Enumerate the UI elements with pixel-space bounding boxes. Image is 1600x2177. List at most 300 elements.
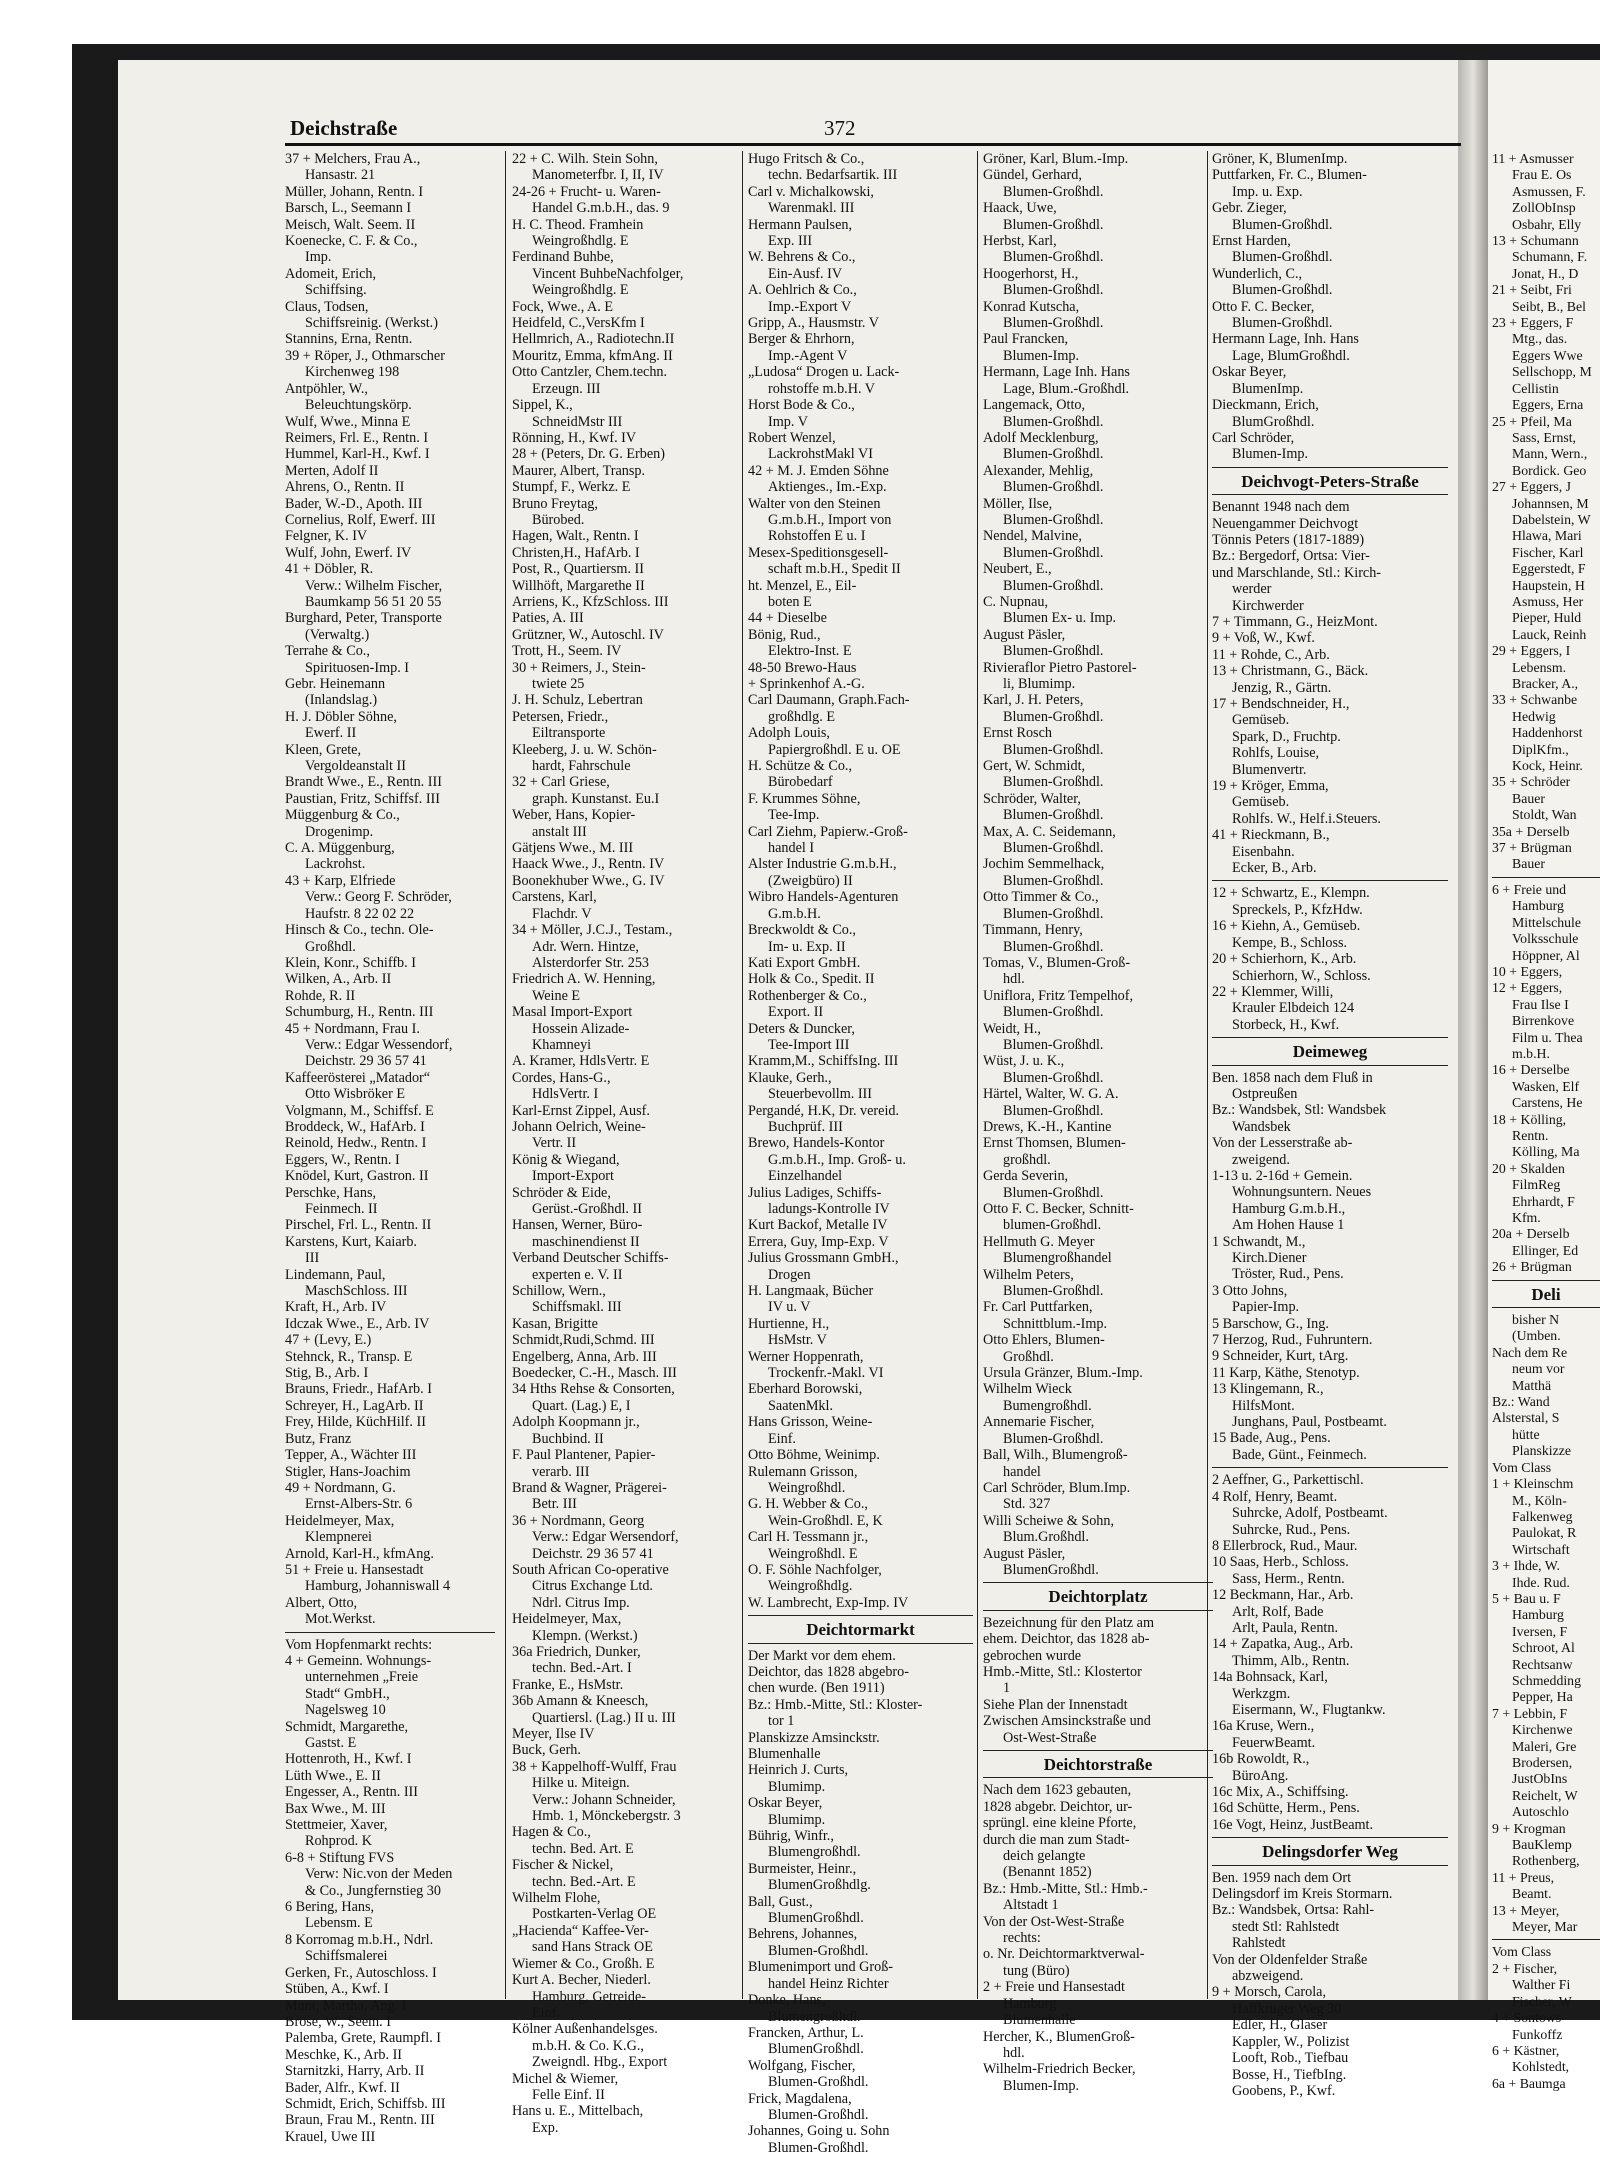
directory-entry: Bz.: Wandsbek, Ortsa: Rahl- (1212, 1902, 1375, 1919)
directory-entry: Blumen Ex- u. Imp. (1003, 610, 1117, 627)
directory-entry: Sass, Ernst, (1512, 429, 1577, 445)
directory-entry: Deters & Duncker, (748, 1020, 855, 1037)
directory-entry: Quartiersl. (Lag.) II u. III (532, 1709, 676, 1726)
column-1 (285, 151, 495, 2145)
directory-entry: BlumenGroßhdlg. (768, 1877, 871, 1894)
directory-entry: G. H. Webber & Co., (748, 1496, 868, 1513)
directory-entry: 16b Rowoldt, R., (1212, 1751, 1310, 1768)
directory-entry: Eisermann, W., Flugtankw. (1232, 1701, 1386, 1718)
directory-entry: Blumen-Großhdl. (1003, 1004, 1104, 1021)
directory-entry: Hamburg, Johanniswall 4 (305, 1578, 451, 1595)
directory-entry: 20 + Schierhorn, K., Arb. (1212, 951, 1357, 968)
directory-entry: Gerüst.-Großhdl. II (532, 1201, 642, 1217)
directory-entry: Matthä (1512, 1377, 1552, 1393)
directory-entry: 4 Rolf, Henry, Beamt. (1212, 1488, 1338, 1505)
directory-entry: Gemüseb. (1232, 794, 1290, 811)
directory-entry: August Päsler, (983, 1545, 1066, 1562)
directory-entry: Max, A. C. Seidemann, (983, 823, 1116, 840)
directory-entry: Mann, Wern., (1512, 446, 1588, 462)
directory-entry: anstalt III (532, 823, 587, 840)
directory-entry: 45 + Nordmann, Frau I. (285, 1020, 420, 1037)
directory-entry: 20 + Skalden (1492, 1160, 1565, 1176)
directory-entry: Frau E. Os (1512, 167, 1572, 183)
directory-entry: Blumen-Großhdl. (768, 2139, 869, 2156)
directory-entry: Nagelsweg 10 (305, 1702, 386, 1719)
directory-entry: G.m.b.H. (768, 905, 821, 922)
directory-entry: Weber, Hans, Kopier- (512, 807, 636, 824)
directory-entry: Kirchwerder (1232, 597, 1304, 614)
directory-entry: Seibt, B., Bel (1512, 298, 1586, 314)
directory-entry: Import-Export (532, 1168, 614, 1185)
directory-entry: Frey, Hilde, KüchHilf. II (285, 1414, 426, 1431)
directory-entry: Sippel, K., (512, 397, 573, 414)
directory-entry: Kölner Außenhandelsges. (512, 2021, 658, 2038)
directory-entry: 13 + Meyer, (1492, 1902, 1560, 1918)
directory-entry: Rivieraflor Pietro Pastorel- (983, 659, 1137, 676)
directory-entry: 22 + C. Wilh. Stein Sohn, (512, 151, 658, 167)
column-rule (505, 151, 506, 1999)
directory-entry: Spirituosen-Imp. I (305, 659, 410, 676)
directory-entry: & Co., Jungfernstieg 30 (305, 1882, 441, 1899)
directory-entry: Blumen-Großhdl. (1003, 315, 1104, 332)
directory-entry: Felle Einf. II (532, 2086, 605, 2103)
directory-entry: Braun, Frau M., Rentn. III (285, 2112, 435, 2129)
directory-entry: Sass, Herm., Rentn. (1232, 1570, 1345, 1587)
directory-entry: Kleeberg, J. u. W. Schön- (512, 741, 657, 758)
directory-entry: Brodersen, (1512, 1755, 1573, 1770)
directory-entry: Tee-Import III (768, 1036, 850, 1053)
directory-entry: Nach dem 1623 gebauten, (983, 1782, 1132, 1799)
directory-entry: Adolph Koopmann jr., (512, 1414, 640, 1431)
directory-entry: Krauler Elbdeich 124 (1232, 1000, 1355, 1017)
directory-entry: 41 + Döbler, R. (285, 561, 374, 578)
section-rule (1212, 880, 1448, 881)
directory-entry: techn. Bed.-Art. I (532, 1660, 632, 1677)
directory-entry: HdlsVertr. I (532, 1086, 599, 1103)
directory-entry: 43 + Karp, Elfriede (285, 872, 396, 889)
directory-entry: Julius Ladiges, Schiffs- (748, 1184, 882, 1201)
directory-entry: Blumen-Großhdl. (1003, 774, 1104, 791)
directory-entry: Vergoldeanstalt II (305, 758, 406, 775)
street-heading: Deli (1531, 1284, 1561, 1304)
directory-entry: Mtg., das. (1512, 331, 1568, 347)
directory-entry: Blumen-Großhdl. (1232, 315, 1333, 332)
directory-entry: O. F. Söhle Nachfolger, (748, 1561, 882, 1578)
directory-entry: Vincent BuhbeNachfolger, (532, 265, 684, 282)
directory-entry: 19 + Kröger, Emma, (1212, 778, 1329, 795)
directory-entry: Khamneyi (532, 1036, 592, 1053)
directory-entry: JustObIns (1512, 1771, 1568, 1787)
directory-entry: 28 + (Peters, Dr. G. Erben) (512, 446, 665, 463)
directory-entry: 16e Vogt, Heinz, JustBeamt. (1212, 1816, 1374, 1833)
directory-entry: techn. Bed.-Art. E (532, 1873, 636, 1890)
directory-entry: Schmidt, Erich, Schiffsb. III (285, 2095, 446, 2112)
directory-entry: „Ludosa“ Drogen u. Lack- (748, 364, 900, 381)
directory-entry: rechts: (1003, 1930, 1041, 1947)
directory-entry: W. Lambrecht, Exp-Imp. IV (748, 1594, 909, 1611)
directory-entry: Bumengroßhdl. (1003, 1397, 1092, 1414)
section-rule (1492, 1939, 1600, 1940)
section-rule (1212, 1467, 1448, 1468)
section-rule (1212, 1065, 1448, 1066)
directory-entry: Baumkamp 56 51 20 55 (305, 593, 442, 610)
directory-entry: Suhrcke, Rud., Pens. (1232, 1521, 1351, 1538)
directory-entry: schaft m.b.H., Spedit II (768, 561, 901, 578)
directory-entry: Maleri, Gre (1512, 1738, 1577, 1754)
directory-entry: maschinendienst II (532, 1233, 640, 1250)
directory-entry: Hlawa, Mari (1512, 528, 1582, 544)
directory-entry: Timmann, Henry, (983, 922, 1083, 939)
directory-entry: H. Langmaak, Bücher (748, 1283, 874, 1300)
directory-entry: Otto Böhme, Weinimp. (748, 1447, 880, 1464)
directory-entry: Haack, Uwe, (983, 200, 1057, 217)
directory-entry: Arlt, Rolf, Bade (1232, 1603, 1324, 1620)
directory-entry: BlumenGroßhdl. (768, 1910, 864, 1927)
directory-entry: Franke, E., HsMstr. (512, 1676, 624, 1693)
directory-entry: deich gelangte (1003, 1848, 1086, 1865)
directory-entry: Hermann Paulsen, (748, 216, 853, 233)
directory-entry: Blumen-Großhdl. (1003, 413, 1104, 430)
directory-entry: + Sprinkenhof A.-G. (748, 676, 865, 692)
directory-entry: Rulemann Grisson, (748, 1463, 858, 1480)
directory-entry: Hedwig (1512, 708, 1556, 724)
directory-entry: Blumen-Großhdl. (1003, 905, 1104, 922)
directory-entry: Walter von den Steinen (748, 495, 881, 512)
directory-entry: Eggerstedt, F (1512, 561, 1586, 577)
directory-entry: 21 + Seibt, Fri (1492, 282, 1572, 298)
directory-entry: 1 (1003, 1680, 1011, 1697)
directory-entry: Boedecker, C.-H., Masch. III (512, 1365, 677, 1382)
directory-entry: Alsterstal, S (1492, 1410, 1560, 1426)
directory-entry: Hamburg (1512, 1607, 1564, 1623)
directory-entry: Kölling, Ma (1512, 1144, 1580, 1160)
directory-entry: Gerken, Fr., Autoschloss. I (285, 1964, 437, 1981)
directory-entry: 18 + Kölling, (1492, 1111, 1567, 1127)
section-rule (748, 1643, 973, 1644)
directory-entry: 8 Korromag m.b.H., Ndrl. (285, 1931, 434, 1948)
column-5 (1212, 151, 1448, 2099)
directory-entry: Birrenkove (1512, 1013, 1575, 1029)
page-number: 372 (824, 116, 856, 140)
directory-entry: Paulokat, R (1512, 1525, 1577, 1541)
directory-entry: Bührig, Winfr., (748, 1828, 834, 1845)
directory-entry: Altstadt 1 (1003, 1897, 1059, 1914)
directory-entry: Antpöhler, W., (285, 380, 368, 397)
directory-entry: Arlt, Paula, Rentn. (1232, 1619, 1338, 1636)
directory-entry: Blumengroßhandel (1003, 1250, 1112, 1267)
directory-entry: Ahrens, O., Rentn. II (285, 479, 405, 496)
directory-entry: Alster Industrie G.m.b.H., (748, 856, 897, 873)
directory-entry: LackrohstMakl VI (768, 446, 873, 463)
directory-entry: 14 + Zapatka, Aug., Arb. (1212, 1636, 1354, 1653)
column-6-partial (1492, 151, 1600, 2091)
directory-entry: Blumen-Großhdl. (1003, 741, 1104, 758)
directory-entry: Stadt“ GmbH., (305, 1685, 390, 1702)
directory-entry: Gätjens Wwe., M. III (512, 840, 634, 857)
directory-entry: Postkarten-Verlag OE (532, 1906, 657, 1923)
directory-entry: Verw.: Wilhelm Fischer, (305, 577, 443, 594)
directory-entry: Ellinger, Ed (1512, 1242, 1579, 1258)
directory-entry: 15 Bade, Aug., Pens. (1212, 1430, 1331, 1447)
section-rule (1212, 1837, 1448, 1838)
directory-entry: Planskizze (1512, 1443, 1572, 1459)
directory-entry: Bordick. Geo (1512, 462, 1587, 478)
directory-entry: 1 + Kleinschm (1492, 1476, 1574, 1492)
directory-entry: A. Oehlrich & Co., (748, 282, 857, 299)
directory-entry: Hermann Lage, Inh. Hans (1212, 331, 1359, 348)
directory-entry: Pepper, Ha (1512, 1689, 1573, 1705)
directory-entry: Von der Oldenfelder Straße (1212, 1951, 1368, 1968)
directory-entry: Bürobed. (532, 511, 585, 528)
street-heading: Delingsdorfer Weg (1262, 1842, 1398, 1862)
directory-entry: Schumann, F. (1512, 249, 1588, 265)
section-rule (983, 1750, 1213, 1751)
directory-entry: Blumen-Großhdl. (1003, 1036, 1104, 1053)
directory-entry: 37 + Brügman (1492, 840, 1572, 856)
directory-entry: Trockenfr.-Makl. VI (768, 1365, 884, 1382)
directory-entry: Schiffsmakl. III (532, 1299, 622, 1316)
directory-entry: Müller, Johann, Rentn. I (285, 183, 424, 200)
directory-entry: ht. Menzel, E., Eil- (748, 577, 857, 594)
directory-entry: Weingroßhdlg. E (532, 233, 629, 250)
directory-entry: Merten, Adolf II (285, 462, 379, 479)
directory-entry: Blumen-Imp. (1232, 446, 1309, 463)
directory-entry: Klempnerei (305, 1529, 372, 1546)
directory-entry: Wilhelm-Friedrich Becker, (983, 2061, 1136, 2078)
directory-entry: Beamt. (1512, 1886, 1552, 1902)
directory-entry: 1 Schwandt, M., (1212, 1233, 1306, 1250)
directory-entry: Verw.: Edgar Wersendorf, (532, 1529, 679, 1546)
directory-entry: Munt, Martha, Ang. I (285, 1997, 407, 2014)
directory-entry: hardt, Fahrschule (532, 758, 631, 775)
directory-entry: Ursula Gränzer, Blum.-Imp. (983, 1365, 1143, 1382)
directory-entry: Koenecke, C. F. & Co., (285, 233, 418, 250)
directory-entry: Rothenberg, (1512, 1853, 1580, 1869)
directory-entry: Kraft, H., Arb. IV (285, 1299, 387, 1316)
directory-entry: Reimers, Frl. E., Rentn. I (285, 429, 429, 446)
directory-entry: Weidt, H., (983, 1020, 1041, 1037)
directory-entry: handel (1003, 1463, 1041, 1480)
directory-entry: BlumenImp. (1232, 380, 1304, 397)
directory-entry: Hellmuth G. Meyer (983, 1233, 1095, 1250)
directory-entry: 11 + Rohde, C., Arb. (1212, 646, 1330, 663)
directory-entry: stedt Stl: Rahlstedt (1232, 1918, 1340, 1935)
directory-entry: Hottenroth, H., Kwf. I (285, 1751, 412, 1768)
directory-entry: Blumen-Großhdl. (768, 2106, 869, 2123)
directory-entry: Blumen-Großhdl. (1003, 183, 1104, 200)
directory-entry: Flachdr. V (532, 905, 592, 922)
directory-entry: Ndrl. Citrus Imp. (532, 1594, 630, 1611)
directory-entry: Carl v. Michalkowski, (748, 183, 874, 200)
directory-entry: Spark, D., Fruchtp. (1232, 728, 1341, 745)
directory-entry: Dieckmann, Erich, (1212, 397, 1319, 414)
directory-entry: Rechtsanw (1512, 1656, 1573, 1672)
directory-entry: 8 Ellerbrock, Rud., Maur. (1212, 1537, 1358, 1554)
directory-entry: Schiffsing. (305, 282, 367, 299)
directory-entry: Blumen-Großhdl. (1003, 1283, 1104, 1300)
directory-entry: Haufstr. 8 22 02 22 (305, 905, 415, 922)
directory-entry: Kurt Backof, Metalle IV (748, 1217, 888, 1234)
directory-entry: Bz.: Wandsbek, Stl: Wandsbek (1212, 1102, 1387, 1119)
directory-entry: Brewo, Handels-Kontor (748, 1135, 885, 1152)
directory-entry: sprüngl. eine kleine Pforte, (983, 1815, 1137, 1832)
directory-entry: 1828 abgebr. Deichtor, ur- (983, 1798, 1133, 1815)
directory-entry: Rohlfs. W., Helf.i.Steuers. (1232, 810, 1381, 827)
directory-entry: Von der Ost-West-Straße (983, 1913, 1125, 1930)
directory-entry: 41 + Rieckmann, B., (1212, 827, 1330, 844)
directory-entry: Stettmeier, Xaver, (285, 1817, 388, 1834)
directory-entry: Petersen, Friedr., (512, 708, 609, 725)
directory-entry: F. Krummes Söhne, (748, 790, 861, 807)
directory-entry: 36b Amann & Kneesch, (512, 1693, 649, 1710)
directory-entry: 6 + Freie und (1492, 881, 1567, 897)
directory-entry: BlumenGroßhdl. (1003, 1561, 1099, 1578)
directory-entry: 6 Bering, Hans, (285, 1899, 375, 1916)
column-rule (977, 151, 978, 1999)
directory-entry: BauKlemp (1512, 1837, 1572, 1853)
directory-entry: Willi Scheiwe & Sohn, (983, 1512, 1115, 1529)
directory-entry: Verband Deutscher Schiffs- (512, 1250, 669, 1267)
directory-entry: Vom Class (1492, 1944, 1552, 1960)
directory-entry: durch die man zum Stadt- (983, 1831, 1130, 1848)
directory-entry: Imp. u. Exp. (1232, 183, 1303, 200)
directory-entry: Kati Export GmbH. (748, 954, 861, 971)
directory-entry: Blumen-Großhdl. (1003, 807, 1104, 824)
directory-entry: Kempe, B., Schloss. (1232, 934, 1348, 951)
directory-entry: Bader, W.-D., Apoth. III (285, 495, 423, 512)
directory-entry: Haddenhorst (1512, 725, 1583, 741)
directory-entry: BüroAng. (1232, 1767, 1289, 1784)
directory-entry: Wunderlich, C., (1212, 265, 1303, 282)
directory-entry: Pieper, Huld (1512, 610, 1582, 626)
directory-entry: Hurtienne, H., (748, 1315, 830, 1332)
directory-entry: Der Markt vor dem ehem. (748, 1647, 896, 1664)
directory-entry: F. Paul Plantener, Papier- (512, 1447, 656, 1464)
directory-entry: Ernst Thomsen, Blumen- (983, 1135, 1126, 1152)
directory-entry: Lage, Blum.-Großhdl. (1003, 380, 1130, 397)
column-4 (983, 151, 1213, 2094)
page-title: Deichstraße (290, 116, 398, 140)
directory-entry: Hermann, Lage Inh. Hans (983, 364, 1130, 381)
directory-entry: 7 + Timmann, G., HeizMont. (1212, 613, 1378, 630)
directory-entry: 12 + Eggers, (1492, 980, 1563, 996)
directory-entry: Gert, W. Schmidt, (983, 758, 1086, 775)
directory-entry: 7 Herzog, Rud., Fuhruntern. (1212, 1332, 1373, 1349)
directory-entry: 22 + Klemmer, Willi, (1212, 983, 1334, 1000)
directory-entry: Heidelmeyer, Max, (512, 1611, 622, 1628)
directory-entry: Eggers Wwe (1512, 347, 1583, 363)
directory-entry: Cordes, Hans-G., (512, 1069, 611, 1086)
directory-entry: Wirtschaft (1512, 1541, 1570, 1557)
directory-entry: Johann Oelrich, Weine- (512, 1118, 646, 1135)
directory-entry: Thimm, Alb., Rentn. (1232, 1652, 1350, 1669)
directory-entry: Planskizze Amsinckstr. (748, 1729, 880, 1746)
directory-entry: 4 + Gemeinn. Wohnungs- (285, 1652, 432, 1669)
directory-entry: Fr. Carl Puttfarken, (983, 1299, 1093, 1316)
directory-entry: Gündel, Gerhard, (983, 167, 1082, 184)
directory-entry: Wilhelm Flohe, (512, 1890, 601, 1907)
directory-entry: Engesser, A., Rentn. III (285, 1784, 418, 1801)
directory-entry: Post, R., Quartiersm. II (512, 561, 645, 578)
directory-entry: Ecker, B., Arb. (1232, 860, 1317, 877)
directory-entry: Burghard, Peter, Transporte (285, 610, 442, 627)
directory-entry: Engelberg, Anna, Arb. III (512, 1348, 657, 1365)
directory-entry: hütte (1512, 1426, 1540, 1442)
directory-entry: 20a + Derselb (1492, 1226, 1570, 1242)
directory-entry: gebrochen wurde (983, 1647, 1082, 1664)
directory-entry: Kasan, Brigitte (512, 1315, 598, 1332)
directory-entry: HsMstr. V (768, 1332, 827, 1349)
directory-entry: Mot.Werkst. (305, 1611, 376, 1628)
directory-entry: Deichstr. 29 36 57 41 (305, 1053, 427, 1070)
column-3 (748, 151, 973, 2156)
section-rule (983, 1777, 1213, 1778)
directory-entry: Großhdl. (305, 938, 356, 955)
directory-entry: MaschSchloss. III (305, 1283, 408, 1300)
directory-entry: Francken, Arthur, L. (748, 2024, 864, 2041)
directory-entry: Tomas, V., Blumen-Groß- (983, 954, 1131, 971)
directory-entry: A. Kramer, HdlsVertr. E (512, 1053, 650, 1070)
directory-entry: Knödel, Kurt, Gastron. II (285, 1168, 429, 1185)
directory-entry: 4 + Sontows (1492, 2010, 1562, 2026)
directory-entry: Schreyer, H., LagArb. II (285, 1397, 424, 1414)
directory-entry: G.m.b.H., Imp. Groß- u. (768, 1151, 906, 1168)
directory-entry: 35 + Schröder (1492, 774, 1571, 790)
directory-entry: W. Behrens & Co., (748, 249, 856, 266)
directory-entry: 6 + Kästner, (1492, 2042, 1560, 2058)
directory-entry: Frau Ilse I (1512, 996, 1569, 1012)
directory-entry: Stoldt, Wan (1512, 807, 1577, 823)
section-rule (1212, 1037, 1448, 1038)
directory-entry: Burmeister, Heinr., (748, 1860, 857, 1877)
directory-entry: Ben. 1858 nach dem Fluß in (1212, 1069, 1373, 1086)
directory-entry: handel I (768, 840, 815, 857)
directory-entry: Breckwoldt & Co., (748, 922, 856, 939)
section-rule (1212, 494, 1448, 495)
directory-entry: Carl Daumann, Graph.Fach- (748, 692, 910, 709)
directory-entry: Fischer, Karl (1512, 544, 1584, 560)
directory-entry: Blumenhalle (1003, 2012, 1076, 2029)
directory-entry: Ostpreußen (1232, 1085, 1298, 1102)
directory-entry: Stüben, A., Kwf. I (285, 1981, 389, 1998)
directory-entry: Iversen, F (1512, 1623, 1568, 1639)
directory-entry: Rohstoffen E u. I (768, 528, 866, 545)
directory-entry: Willhöft, Margarethe II (512, 577, 645, 594)
directory-entry: Am Hohen Hause 1 (1232, 1217, 1345, 1234)
directory-entry: Haffkruger Weg 30 (1232, 2000, 1342, 2017)
directory-entry: 1-13 u. 2-16d + Gemein. (1212, 1167, 1353, 1184)
directory-entry: C. Nupnau, (983, 593, 1049, 610)
directory-entry: Benannt 1948 nach dem (1212, 499, 1350, 516)
directory-entry: Pirschel, Frl. L., Rentn. II (285, 1217, 432, 1234)
directory-entry: Lauck, Reinh (1512, 626, 1587, 642)
directory-entry: Spreckels, P., KfzHdw. (1232, 901, 1363, 918)
directory-entry: Steuerbevollm. III (768, 1086, 873, 1103)
directory-entry: Fischer & Nickel, (512, 1857, 614, 1874)
directory-entry: Ernst Rosch (983, 725, 1052, 742)
header-rule (285, 143, 1461, 146)
section-rule (1492, 1280, 1600, 1281)
directory-entry: Wulf, Wwe., Minna E (285, 413, 411, 430)
directory-entry: 14a Bohnsack, Karl, (1212, 1669, 1328, 1686)
directory-entry: 2 Aeffner, G., Parkettischl. (1212, 1472, 1364, 1489)
directory-entry: Carl Ziehm, Papierw.-Groß- (748, 823, 908, 840)
directory-entry: Gripp, A., Hausmstr. V (748, 315, 879, 332)
directory-entry: 12 + Schwartz, E., Klempn. (1212, 885, 1370, 902)
directory-entry: 9 + Krogman (1492, 1820, 1566, 1836)
directory-entry: Michel & Wiemer, (512, 2070, 619, 2087)
directory-entry: bisher N (1512, 1312, 1560, 1328)
